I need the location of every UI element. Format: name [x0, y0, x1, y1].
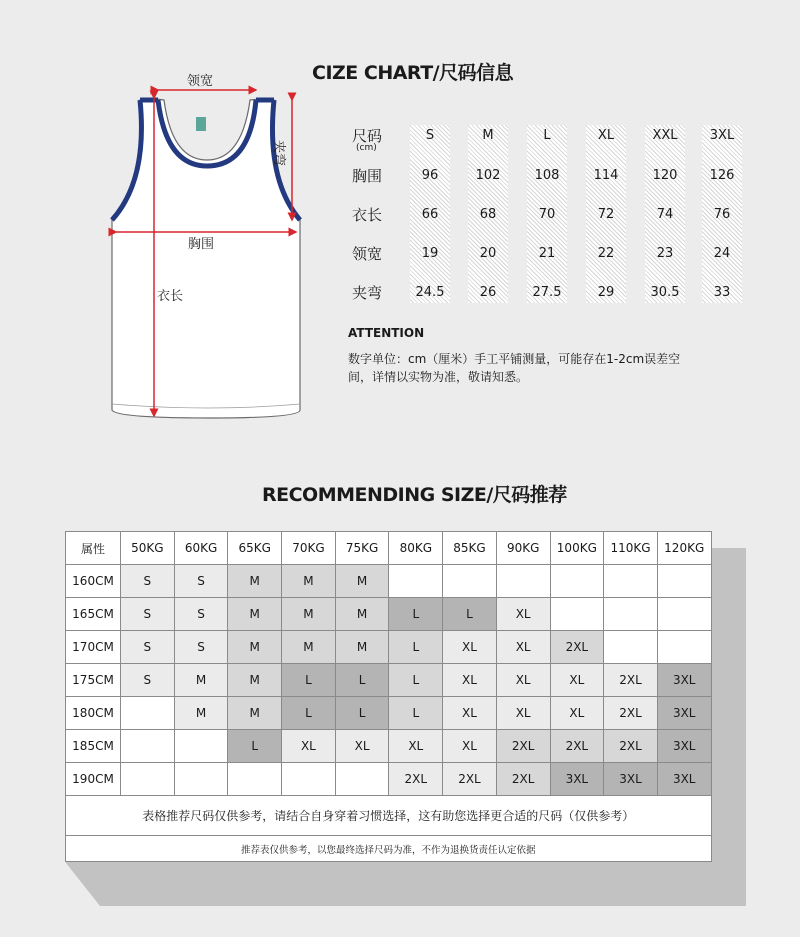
note-small-row: [66, 836, 712, 862]
size-cell: [496, 565, 550, 598]
size-cell: 2XL: [496, 763, 550, 796]
size-cell: XL: [496, 664, 550, 697]
size-value: 21: [538, 246, 556, 261]
size-cell: XL: [282, 730, 336, 763]
weight-header: 120KG: [657, 532, 711, 565]
size-cell: XL: [496, 697, 550, 730]
corner-cell: 属性: [66, 532, 121, 565]
size-row-neck: [352, 243, 747, 265]
size-cell: XL: [496, 631, 550, 664]
size-cell: L: [389, 697, 443, 730]
size-cell: S: [174, 565, 228, 598]
size-cell: [657, 598, 711, 631]
height-label: 165CM: [66, 598, 121, 631]
weight-header: 90KG: [496, 532, 550, 565]
size-cell: L: [389, 631, 443, 664]
size-cell: 3XL: [657, 664, 711, 697]
size-value: 26: [479, 285, 497, 300]
size-cell: [604, 631, 658, 664]
size-value: 120: [652, 168, 678, 183]
size-cell: L: [282, 664, 336, 697]
height-label: 160CM: [66, 565, 121, 598]
size-cell: 2XL: [604, 664, 658, 697]
weight-header: 50KG: [121, 532, 175, 565]
armhole-label: 夹弯: [271, 140, 286, 167]
size-cell: 3XL: [657, 730, 711, 763]
size-cell: [282, 763, 336, 796]
size-header-row: [352, 125, 747, 153]
size-value: 126: [709, 168, 735, 183]
size-row-armhole: [352, 282, 747, 304]
size-value: 30.5: [650, 285, 680, 300]
attention-text: 数字单位：cm（厘米）手工平铺测量，可能存在1-2cm误差空间，详情以实物为准，敬请知悉。: [348, 352, 681, 384]
size-cell: [443, 565, 497, 598]
size-col-header: S: [425, 128, 435, 143]
size-cell: [657, 631, 711, 664]
size-cell: [174, 730, 228, 763]
height-label: 190CM: [66, 763, 121, 796]
size-value: 72: [597, 207, 615, 222]
size-cell: L: [389, 664, 443, 697]
size-cell: 2XL: [443, 763, 497, 796]
size-cell: L: [335, 697, 389, 730]
size-cell: M: [335, 631, 389, 664]
size-cell: [335, 763, 389, 796]
size-cell: M: [228, 565, 282, 598]
recommend-table: [65, 531, 712, 862]
note-row: [66, 796, 712, 836]
attention-title: ATTENTION: [348, 326, 425, 340]
size-cell: 2XL: [550, 730, 604, 763]
weight-header: 100KG: [550, 532, 604, 565]
row-label: 胸围: [352, 167, 383, 185]
table-row: [66, 631, 712, 664]
table-row: [66, 598, 712, 631]
size-cell: XL: [496, 598, 550, 631]
size-value: 96: [421, 168, 439, 183]
height-label: 180CM: [66, 697, 121, 730]
size-value: 19: [421, 246, 439, 261]
size-cell: M: [228, 631, 282, 664]
recommend-note: 表格推荐尺码仅供参考，请结合自身穿着习惯选择，这有助您选择更合适的尺码（仅供参考）: [66, 796, 712, 836]
size-cell: [604, 565, 658, 598]
table-header-row: [66, 532, 712, 565]
size-cell: [550, 598, 604, 631]
size-cell: XL: [389, 730, 443, 763]
table-row: [66, 565, 712, 598]
size-cell: M: [335, 598, 389, 631]
size-value: 29: [597, 285, 615, 300]
size-cell: S: [174, 598, 228, 631]
size-cell: M: [282, 631, 336, 664]
weight-header: 80KG: [389, 532, 443, 565]
size-cell: [604, 598, 658, 631]
size-cell: 3XL: [604, 763, 658, 796]
weight-header: 85KG: [443, 532, 497, 565]
size-cell: M: [174, 664, 228, 697]
size-cell: [389, 565, 443, 598]
tank-top-diagram: [100, 70, 330, 430]
size-value: 33: [713, 285, 731, 300]
size-value: 108: [534, 168, 560, 183]
table-row: [66, 730, 712, 763]
table-row: [66, 763, 712, 796]
size-cell: XL: [443, 664, 497, 697]
size-header-unit: (cm): [356, 143, 377, 153]
size-cell: M: [228, 697, 282, 730]
size-cell: 2XL: [389, 763, 443, 796]
size-value: 74: [656, 207, 674, 222]
size-value: 102: [475, 168, 501, 183]
size-cell: XL: [443, 631, 497, 664]
size-cell: [174, 763, 228, 796]
size-col-header: M: [482, 128, 494, 143]
size-cell: [657, 565, 711, 598]
size-row-length: [352, 204, 747, 226]
row-label: 夹弯: [352, 284, 383, 302]
size-cell: XL: [550, 664, 604, 697]
weight-header: 75KG: [335, 532, 389, 565]
size-row-chest: [352, 165, 747, 187]
size-value: 76: [713, 207, 731, 222]
size-value: 68: [479, 207, 497, 222]
size-cell: 2XL: [604, 697, 658, 730]
size-cell: L: [335, 664, 389, 697]
size-cell: [121, 763, 175, 796]
size-value: 66: [421, 207, 439, 222]
size-value: 23: [656, 246, 674, 261]
size-cell: [121, 697, 175, 730]
height-label: 185CM: [66, 730, 121, 763]
size-col-header: 3XL: [709, 128, 735, 143]
size-cell: M: [174, 697, 228, 730]
size-cell: S: [121, 598, 175, 631]
size-cell: 3XL: [657, 697, 711, 730]
size-cell: [228, 763, 282, 796]
weight-header: 60KG: [174, 532, 228, 565]
size-cell: M: [282, 565, 336, 598]
weight-header: 70KG: [282, 532, 336, 565]
length-label: 衣长: [157, 289, 184, 304]
row-label: 衣长: [352, 206, 383, 224]
size-cell: S: [121, 565, 175, 598]
size-cell: L: [282, 697, 336, 730]
size-chart-title: CIZE CHART/尺码信息: [312, 62, 514, 84]
size-cell: XL: [443, 697, 497, 730]
size-cell: M: [335, 565, 389, 598]
size-cell: 2XL: [550, 631, 604, 664]
size-cell: 2XL: [496, 730, 550, 763]
size-cell: L: [389, 598, 443, 631]
size-cell: XL: [550, 697, 604, 730]
size-cell: S: [121, 664, 175, 697]
size-col-header: L: [543, 128, 551, 143]
size-cell: [550, 565, 604, 598]
height-label: 175CM: [66, 664, 121, 697]
recommend-title: RECOMMENDING SIZE/尺码推荐: [262, 484, 567, 506]
size-value: 114: [593, 168, 619, 183]
chest-label: 胸围: [188, 237, 215, 252]
size-value: 70: [538, 207, 556, 222]
table-row: [66, 664, 712, 697]
size-value: 24: [713, 246, 731, 261]
weight-header: 65KG: [228, 532, 282, 565]
neck-tag: [196, 117, 206, 131]
size-value: 22: [597, 246, 615, 261]
table-row: [66, 697, 712, 730]
recommend-note-small: 推荐表仅供参考，以您最终选择尺码为准，不作为退换货责任认定依据: [66, 836, 712, 862]
neck-width-label: 领宽: [187, 74, 214, 89]
size-cell: XL: [443, 730, 497, 763]
size-cell: M: [228, 664, 282, 697]
weight-header: 110KG: [604, 532, 658, 565]
size-cell: S: [121, 631, 175, 664]
size-value: 27.5: [532, 285, 562, 300]
row-label: 领宽: [352, 245, 383, 263]
size-cell: M: [282, 598, 336, 631]
size-value: 20: [479, 246, 497, 261]
size-value: 24.5: [415, 285, 445, 300]
size-cell: 3XL: [657, 763, 711, 796]
size-cell: 3XL: [550, 763, 604, 796]
size-cell: XL: [335, 730, 389, 763]
size-col-header: XL: [597, 128, 615, 143]
size-cell: M: [228, 598, 282, 631]
size-cell: [121, 730, 175, 763]
size-header-label: 尺码 (cm): [352, 125, 402, 153]
size-cell: S: [174, 631, 228, 664]
size-cell: L: [443, 598, 497, 631]
size-cell: 2XL: [604, 730, 658, 763]
size-col-header: XXL: [652, 128, 678, 143]
height-label: 170CM: [66, 631, 121, 664]
size-cell: L: [228, 730, 282, 763]
